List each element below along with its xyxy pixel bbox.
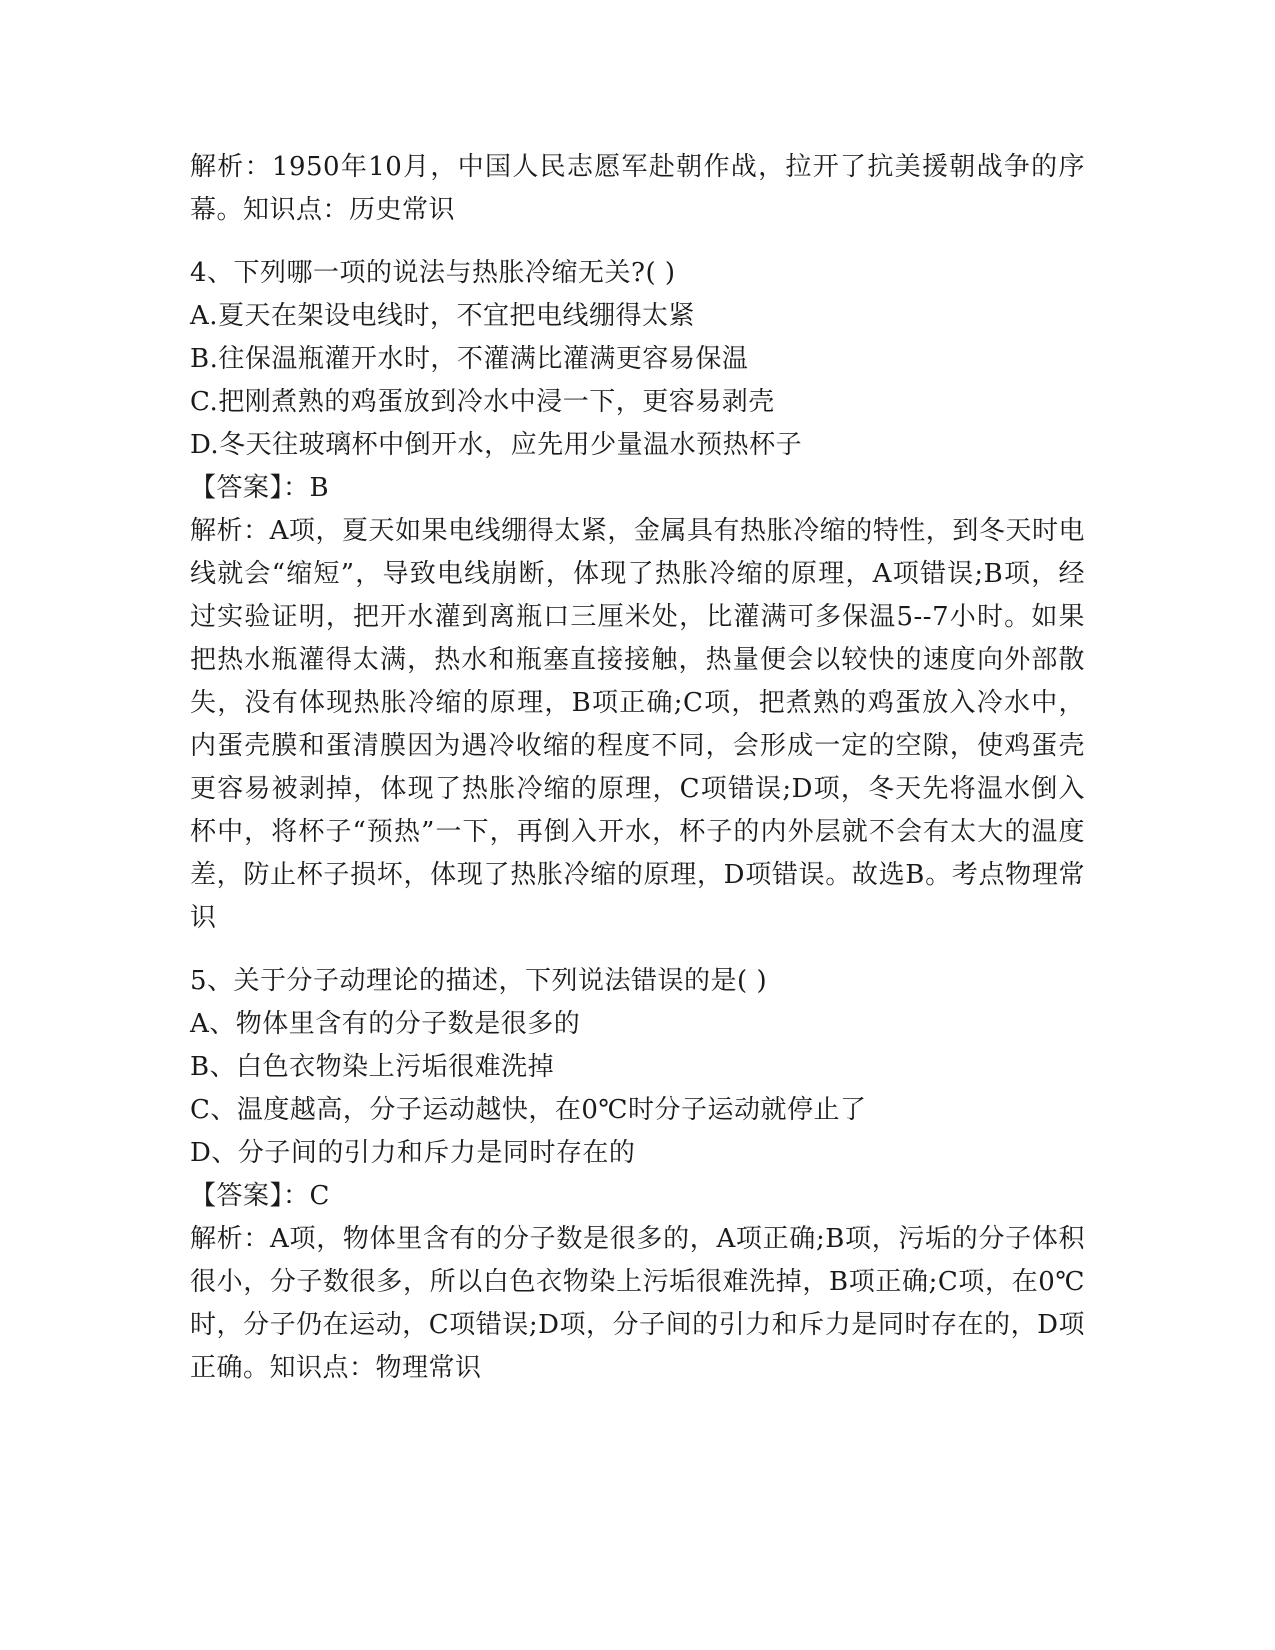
question-5 xyxy=(190,960,1085,1390)
question-5-stem: 5、关于分子动理论的描述，下列说法错误的是( ) xyxy=(190,966,768,996)
question-4-answer: 【答案】：B xyxy=(190,473,330,503)
question-5-option-a: A、物体里含有的分子数是很多的 xyxy=(190,1009,581,1039)
question-5-option-b: B、白色衣物染上污垢很难洗掉 xyxy=(190,1052,555,1082)
question-4 xyxy=(190,252,1085,940)
question-4-analysis: 解析：A项，夏天如果电线绷得太紧，金属具有热胀冷缩的特性，到冬天时电线就会“缩短”，导致电线崩断，体现了热胀冷缩的原理，A项错误;B项，经过实验证明，把开水灌到离瓶口三厘米处，比灌满可多保温5--7小时。如果把热水瓶灌得太满，热水和瓶塞直接接触，热量便会以较快的速度向外部散失，没有体现热胀冷缩的原理，B项正确;C项，把煮熟的鸡蛋放入冷水中，内蛋壳膜和蛋清膜因为遇冷收缩的程度不同，会形成一定的空隙，使鸡蛋壳更容易被剥掉，体现了热胀冷缩的原理，C项错误;D项，冬天先将温水倒入杯中，将杯子“预热”一下，再倒入开水，杯子的内外层就不会有太大的温度差，防止杯子损坏，体现了热胀冷缩的原理，D项错误。故选B。考点物理常识 xyxy=(190,516,1085,933)
intro-analysis: 解析：1950年10月，中国人民志愿军赴朝作战，拉开了抗美援朝战争的序幕。知识点：历史常识 xyxy=(190,152,1085,225)
question-5-analysis: 解析：A项，物体里含有的分子数是很多的，A项正确;B项，污垢的分子体积很小，分子数很多，所以白色衣物染上污垢很难洗掉，B项正确;C项，在0℃时，分子仍在运动，C项错误;D项，分子间的引力和斥力是同时存在的，D项正确。知识点：物理常识 xyxy=(190,1224,1085,1383)
section-gap xyxy=(190,232,1085,252)
question-5-option-d: D、分子间的引力和斥力是同时存在的 xyxy=(190,1138,636,1168)
question-5-answer: 【答案】：C xyxy=(190,1181,330,1211)
question-4-stem: 4、下列哪一项的说法与热胀冷缩无关?( ) xyxy=(190,258,676,288)
section-gap xyxy=(190,940,1085,960)
question-4-option-a: A.夏天在架设电线时，不宜把电线绷得太紧 xyxy=(190,301,696,331)
question-4-option-d: D.冬天往玻璃杯中倒开水，应先用少量温水预热杯子 xyxy=(190,430,803,460)
document-page xyxy=(190,146,1085,1390)
question-4-option-b: B.往保温瓶灌开水时，不灌满比灌满更容易保温 xyxy=(190,344,749,374)
question-4-option-c: C.把刚煮熟的鸡蛋放到冷水中浸一下，更容易剥壳 xyxy=(190,387,775,417)
question-5-option-c: C、温度越高，分子运动越快，在0℃时分子运动就停止了 xyxy=(190,1095,867,1125)
